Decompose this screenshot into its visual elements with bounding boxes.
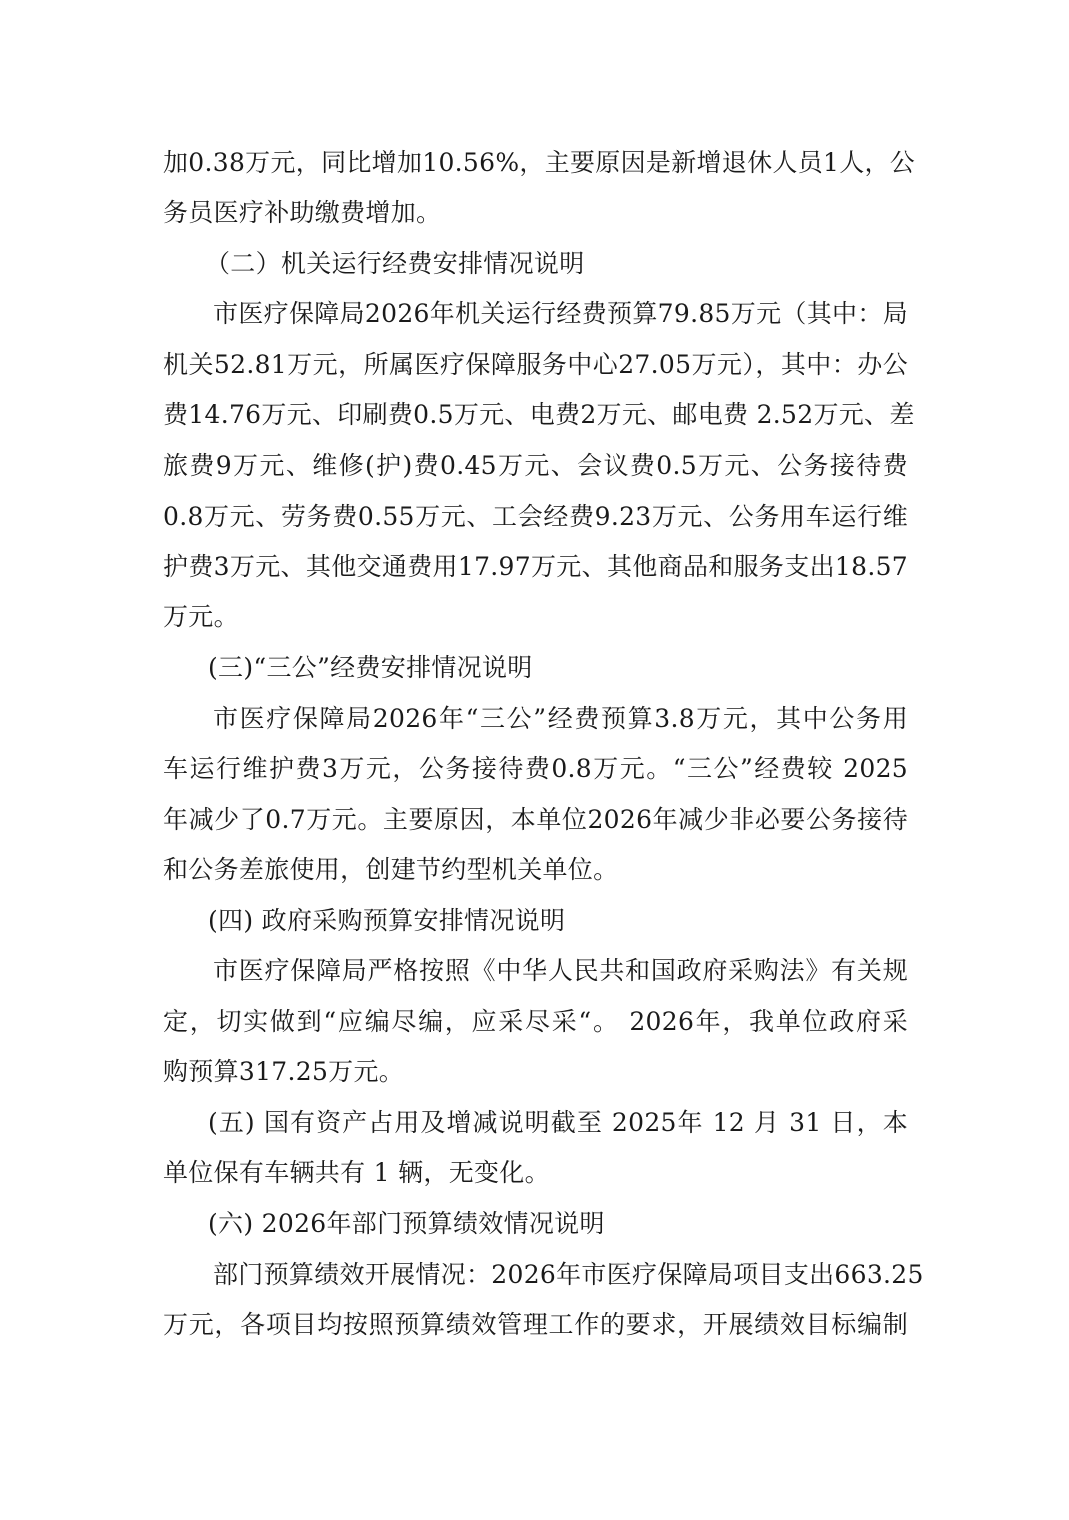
paragraph-line: 车运行维护费3万元，公务接待费0.8万元。“三公”经费较 2025 [163, 754, 908, 783]
paragraph-line: 务员医疗补助缴费增加。 [163, 198, 442, 227]
section-heading-5: (五) 国有资产占用及增减说明截至 2025年 12 月 31 日，本 [208, 1108, 908, 1137]
section-heading-4: (四) 政府采购预算安排情况说明 [208, 906, 566, 935]
section-heading-6: (六) 2026年部门预算绩效情况说明 [208, 1209, 605, 1238]
paragraph-line: 万元，各项目均按照预算绩效管理工作的要求，开展绩效目标编制 [163, 1310, 908, 1339]
section-heading-3: (三)“三公”经费安排情况说明 [208, 653, 533, 682]
paragraph-line: 市医疗保障局严格按照《中华人民共和国政府采购法》有关规 [213, 956, 908, 985]
paragraph-line: 万元。 [163, 602, 239, 631]
paragraph-line: 单位保有车辆共有 1 辆，无变化。 [163, 1158, 550, 1187]
paragraph-line: 加0.38万元，同比增加10.56%，主要原因是新增退休人员1人，公 [163, 148, 916, 177]
paragraph-line: 和公务差旅使用，创建节约型机关单位。 [163, 855, 619, 884]
paragraph-line: 旅费9万元、维修(护)费0.45万元、会议费0.5万元、公务接待费 [163, 451, 908, 480]
paragraph-line: 部门预算绩效开展情况：2026年市医疗保障局项目支出663.25 [213, 1260, 924, 1289]
paragraph-line: 市医疗保障局2026年“三公”经费预算3.8万元，其中公务用 [213, 704, 908, 733]
paragraph-line: 护费3万元、其他交通费用17.97万元、其他商品和服务支出18.57 [163, 552, 908, 581]
paragraph-line: 定，切实做到“应编尽编，应采尽采“。 2026年，我单位政府采 [163, 1007, 908, 1036]
paragraph-line: 购预算317.25万元。 [163, 1057, 405, 1086]
section-heading-2: （二）机关运行经费安排情况说明 [205, 249, 585, 278]
paragraph-line: 市医疗保障局2026年机关运行经费预算79.85万元（其中：局 [213, 299, 908, 328]
paragraph-line: 0.8万元、劳务费0.55万元、工会经费9.23万元、公务用车运行维 [163, 502, 908, 531]
paragraph-line: 年减少了0.7万元。主要原因，本单位2026年减少非必要公务接待 [163, 805, 908, 834]
paragraph-line: 机关52.81万元，所属医疗保障服务中心27.05万元），其中：办公 [163, 350, 908, 379]
paragraph-line: 费14.76万元、印刷费0.5万元、电费2万元、邮电费 2.52万元、差 [163, 400, 915, 429]
